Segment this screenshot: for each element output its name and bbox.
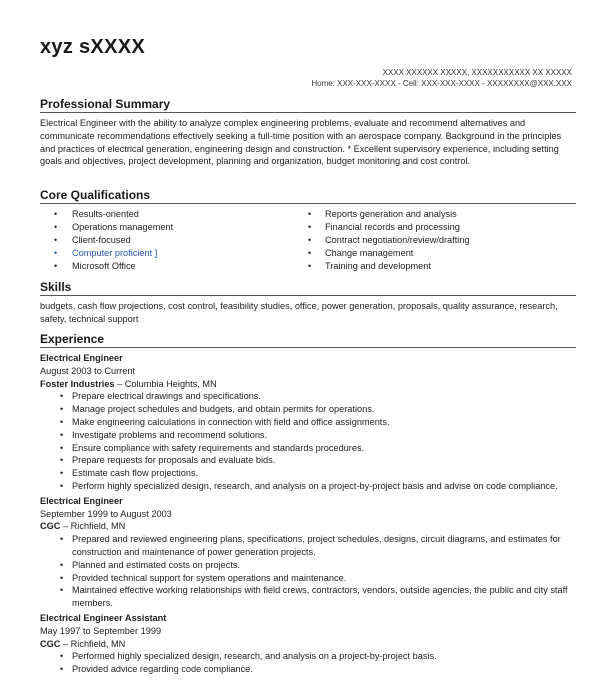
job-company-line xyxy=(40,638,576,651)
duty-item: • Planned and estimated costs on projects. xyxy=(40,559,576,572)
duty-item: • Maintained effective working relationships with field crews, contractors, vendors, outside agencies, the public and city staff members. xyxy=(40,584,576,610)
candidate-name: xyz sXXXX xyxy=(40,36,145,58)
qualification-item: • Reports generation and analysis xyxy=(308,208,576,221)
job-entry xyxy=(40,612,576,676)
duty-item: • Investigate problems and recommend solutions. xyxy=(40,429,576,442)
job-location: Richfield, MN xyxy=(70,638,126,649)
section-title: Experience xyxy=(40,332,576,348)
dash-separator: – xyxy=(62,638,69,649)
job-duties xyxy=(40,533,576,610)
qualification-item: • Financial records and processing xyxy=(308,221,576,234)
contact-phones: Home: XXX-XXX-XXXX - Cell: XXX-XXX-XXXX - XXXXXXXX@XXX.XXX xyxy=(311,79,572,88)
qualifications-right-column xyxy=(308,208,576,273)
qualification-item: • Training and development xyxy=(308,260,576,273)
job-location: Richfield, MN xyxy=(70,521,126,532)
job-entry xyxy=(40,352,576,493)
duty-item: • Manage project schedules and budgets, and obtain permits for operations. xyxy=(40,403,576,416)
skills-text: budgets, cash flow projections, cost control, feasibility studies, office, power generation, proposals, quality assurance, research, safety, technical support xyxy=(40,301,558,324)
duty-item: • Provided advice regarding code compliance. xyxy=(40,663,576,676)
section-title: Skills xyxy=(40,280,576,296)
dash-separator: – xyxy=(62,521,69,532)
duty-item: • Ensure compliance with safety requirements and standards procedures. xyxy=(40,442,576,455)
professional-summary-section xyxy=(40,97,576,168)
qualification-item-link[interactable]: • Computer proficient ] xyxy=(40,247,308,260)
contact-address: XXXX XXXXXX XXXXX, XXXXXXXXXXX XX XXXXX xyxy=(382,68,572,77)
job-company-line xyxy=(40,378,576,391)
qualifications-left-column xyxy=(40,208,308,273)
duty-item: • Prepare requests for proposals and evaluate bids. xyxy=(40,454,576,467)
job-company: CGC xyxy=(40,638,61,649)
duty-item: • Prepared and reviewed engineering plans, specifications, project schedules, designs, circuit diagrams, and estimates for construction and maintenance of power generation projects. xyxy=(40,533,576,559)
qualifications-list xyxy=(40,208,576,273)
duty-item: • Performed highly specialized design, research, and analysis on a project-by-project basis. xyxy=(40,650,576,663)
qualification-item: • Microsoft Office xyxy=(40,260,308,273)
duty-item: • Estimate cash flow projections. xyxy=(40,467,576,480)
job-duties xyxy=(40,390,576,492)
job-entry xyxy=(40,495,576,610)
duty-item: • Make engineering calculations in connection with field and office assignments. xyxy=(40,416,576,429)
job-company: CGC xyxy=(40,521,61,532)
qualification-item: • Client-focused xyxy=(40,234,308,247)
duty-item: • Perform highly specialized design, research, and analysis on a project-by-project basis and advise on code compliance. xyxy=(40,480,576,493)
qualification-item: • Contract negotiation/review/drafting xyxy=(308,234,576,247)
job-company-line xyxy=(40,520,576,533)
job-location: Columbia Heights, MN xyxy=(124,378,217,389)
qualification-item: • Operations management xyxy=(40,221,308,234)
skills-section xyxy=(40,280,576,326)
job-title: Electrical Engineer Assistant xyxy=(40,612,167,623)
qualification-item: • Results-oriented xyxy=(40,208,308,221)
job-duties xyxy=(40,650,576,676)
duty-item: • Prepare electrical drawings and specifications. xyxy=(40,390,576,403)
job-title: Electrical Engineer xyxy=(40,353,123,363)
section-title: Core Qualifications xyxy=(40,188,576,204)
job-dates: September 1999 to August 2003 xyxy=(40,508,172,519)
experience-section xyxy=(40,332,576,678)
job-title: Electrical Engineer xyxy=(40,495,123,506)
job-company: Foster Industries xyxy=(40,378,115,389)
duty-item: • Provided technical support for system operations and maintenance. xyxy=(40,572,576,585)
dash-separator: – xyxy=(117,378,123,389)
summary-text: Electrical Engineer with the ability to analyze complex engineering problems, evaluate and recommend alternatives and communicate recommendations effectively seeking a full-time position with an aerospace company. Background in the principles and practices of electrical generation, engineering design and construction. * Excellent supervisory experience, including setting goals and objectives, project development, planning and organization, budget monitoring and cost control. xyxy=(40,118,562,167)
job-dates: August 2003 to Current xyxy=(40,365,135,376)
core-qualifications-section xyxy=(40,188,576,273)
job-dates: May 1997 to September 1999 xyxy=(40,625,162,636)
section-title: Professional Summary xyxy=(40,97,576,113)
qualification-item: • Change management xyxy=(308,247,576,260)
